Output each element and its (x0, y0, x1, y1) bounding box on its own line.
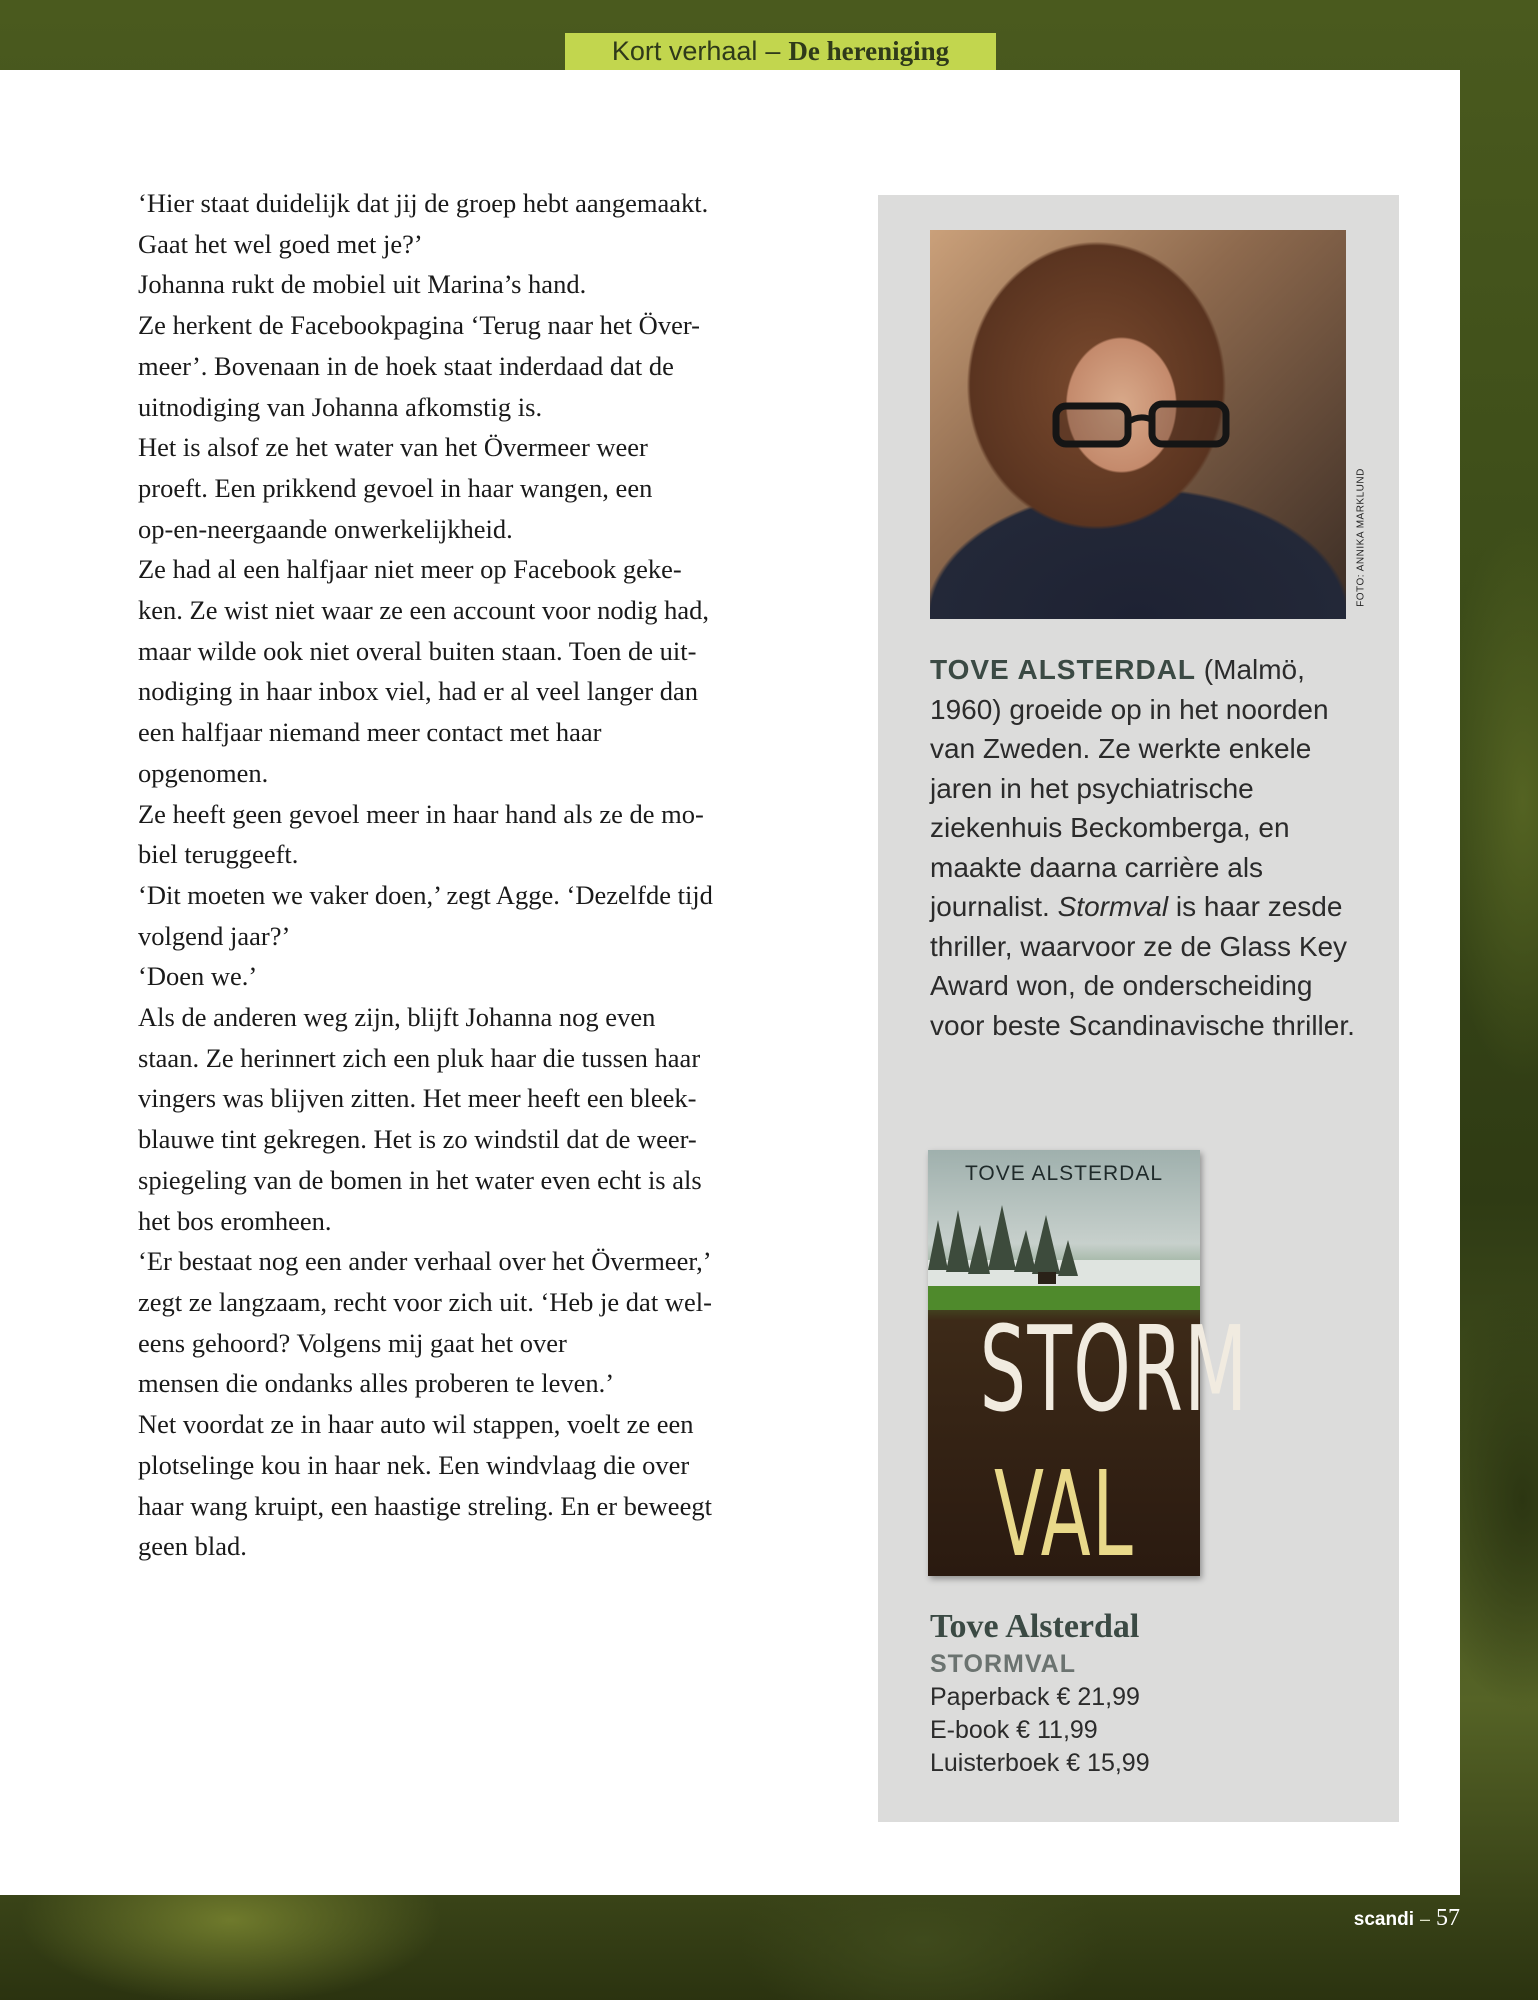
story-line: ‘Dit moeten we vaker doen,’ zegt Agge. ‘Dezelfde tijd (138, 879, 713, 910)
story-line: Ze herkent de Facebookpagina ‘Terug naar het Över- (138, 310, 700, 341)
cover-author: TOVE ALSTERDAL (964, 1162, 1164, 1185)
book-cover (928, 1150, 1249, 1583)
cover-trees-illustration (928, 1200, 1200, 1310)
story-line: ‘Er bestaat nog een ander verhaal over het Övermeer,’ (138, 1246, 712, 1277)
story-line: blauwe tint gekregen. Het is zo windstil dat de weer- (138, 1124, 697, 1155)
story-line: Het is alsof ze het water van het Övermeer weer (138, 432, 648, 463)
story-line: Johanna rukt de mobiel uit Marina’s hand. (138, 269, 587, 300)
story-line: Ze heeft geen gevoel meer in haar hand als ze de mo- (138, 798, 704, 829)
page-number: 57 (1436, 1905, 1460, 1931)
section-label: Kort verhaal (611, 36, 758, 66)
story-line: Ze had al een halfjaar niet meer op Facebook geke- (138, 554, 682, 585)
story-line: volgend jaar?’ (138, 920, 291, 951)
author-name: TOVE ALSTERDAL (930, 654, 1197, 685)
story-line: Als de anderen weg zijn, blijft Johanna nog even (138, 1002, 656, 1033)
story-line: plotselinge kou in haar nek. Een windvlaag die over (138, 1449, 690, 1480)
bio-text: (Malmö, 1960) groeide op in het noorden van Zweden. Ze werkte enkele jaren in het psychiatrische ziekenhuis Beckomberga, en maakte daarna carrière als journalist. (930, 654, 1329, 922)
photo-credit (1351, 460, 1371, 620)
story-text (138, 183, 758, 1567)
story-line: een halfjaar niemand meer contact met haar (138, 717, 602, 748)
format-audiobook: Luisterboek € 15,99 (930, 1749, 1150, 1777)
story-line: ken. Ze wist niet waar ze een account voor nodig had, (138, 595, 710, 626)
author-sidebar (878, 195, 1399, 1822)
story-line: uitnodiging van Johanna afkomstig is. (138, 391, 543, 422)
bio-text-end: is haar zesde thriller, waarvoor ze de Glass Key Award won, de onderscheiding voor beste Scandinavische thriller. (930, 891, 1355, 1041)
story-line: eens gehoord? Volgens mij gaat het over (138, 1327, 567, 1358)
format-ebook: E-book € 11,99 (930, 1716, 1098, 1744)
story-line: mensen die ondanks alles proberen te leven.’ (138, 1368, 615, 1399)
author-bio (930, 650, 1360, 1045)
bio-book-italic: Stormval (1057, 891, 1169, 922)
story-line: staan. Ze herinnert zich een pluk haar die tussen haar (138, 1042, 701, 1073)
section-separator: – (765, 36, 781, 66)
story-line: vingers was blijven zitten. Het meer heeft een bleek- (138, 1083, 697, 1114)
story-line: op-en-neergaande onwerkelijkheid. (138, 513, 513, 544)
story-line: maar wilde ook niet overal buiten staan. Toen de uit- (138, 635, 697, 666)
story-line: ‘Doen we.’ (138, 961, 258, 992)
story-line: proeft. Een prikkend gevoel in haar wangen, een (138, 472, 653, 503)
author-photo (930, 230, 1346, 619)
photo-credit-text: FOTO: ANNIKA MARKLUND (1355, 468, 1367, 607)
story-title: De hereniging (788, 36, 950, 66)
glasses-shape (1052, 400, 1232, 450)
story-line: geen blad. (138, 1531, 247, 1562)
footer-dash: – (1419, 1909, 1430, 1929)
story-line: haar wang kruipt, een haastige streling. En er beweegt (138, 1490, 712, 1521)
story-line: spiegeling van de bomen in het water even echt is als (138, 1164, 702, 1195)
story-line: Gaat het wel goed met je?’ (138, 228, 423, 259)
page-footer (1354, 1905, 1460, 1932)
story-line: zegt ze langzaam, recht voor zich uit. ‘Heb je dat wel- (138, 1286, 712, 1317)
cover-title-top: STORM (979, 1300, 1249, 1438)
story-line: Net voordat ze in haar auto wil stappen, voelt ze een (138, 1409, 694, 1440)
story-line: opgenomen. (138, 757, 269, 788)
section-header-tab (565, 33, 996, 70)
cover-title-bottom: VAL (994, 1445, 1134, 1583)
format-paperback: Paperback € 21,99 (930, 1683, 1140, 1711)
book-title: STORMVAL (930, 1650, 1076, 1678)
story-line: biel teruggeeft. (138, 839, 299, 870)
story-line: nodiging in haar inbox viel, had er al veel langer dan (138, 676, 698, 707)
book-formats (930, 1681, 1150, 1780)
story-line: meer’. Bovenaan in de hoek staat inderdaad dat de (138, 350, 674, 381)
story-line: het bos eromheen. (138, 1205, 332, 1236)
story-line: ‘Hier staat duidelijk dat jij de groep hebt aangemaakt. (138, 188, 709, 218)
magazine-brand: scandi (1353, 1909, 1414, 1930)
book-author: Tove Alsterdal (930, 1608, 1140, 1645)
